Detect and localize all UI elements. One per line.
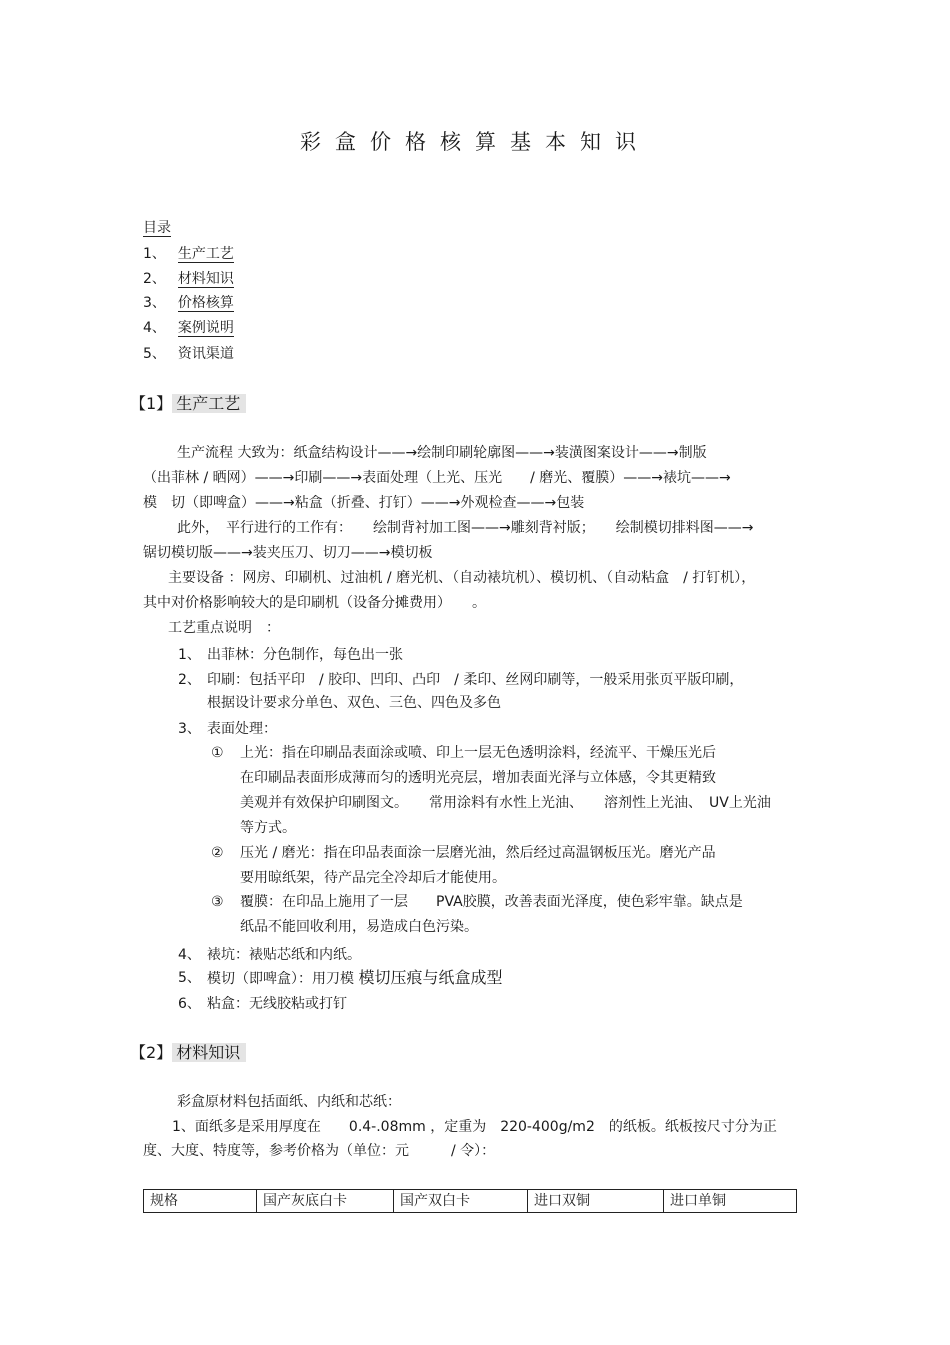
- materials-intro: 彩盒原材料包括面纸、内纸和芯纸：: [177, 1094, 401, 1110]
- toc-heading: 目录: [143, 220, 171, 236]
- price-table-header-row: [143, 1189, 797, 1213]
- point-1-text: 出菲林：分色制作，每色出一张: [207, 647, 403, 663]
- table-header-cell: 国产双白卡: [394, 1190, 528, 1212]
- subpoint-2-text-b: 要用晾纸架，待产品完全冷却后才能使用。: [240, 870, 506, 886]
- point-6-text: 粘盒：无线胶粘或打钉: [207, 996, 347, 1012]
- table-header-cell: 规格: [144, 1190, 257, 1212]
- table-header-cell: 进口双铜: [528, 1190, 664, 1212]
- toc-item-5[interactable]: 5、 资讯渠道: [143, 346, 234, 362]
- point-2-number: 2、: [178, 672, 201, 688]
- point-4-text: 裱坑：裱贴芯纸和内纸。: [207, 947, 361, 963]
- point-3-text: 表面处理：: [207, 721, 277, 737]
- point-4-number: 4、: [178, 947, 201, 963]
- section-heading-materials: 【2】 材料知识: [130, 1041, 246, 1065]
- point-5-text: 模切（即啤盒）：用刀模 模切压痕与纸盒成型: [207, 968, 503, 987]
- point-2-text-b: 根据设计要求分单色、双色、三色、四色及多色: [207, 695, 501, 711]
- process-line-1: 生产流程 大致为：纸盒结构设计——→绘制印刷轮廓图——→装潢图案设计——→制版: [177, 445, 707, 461]
- equipment-line-2: 其中对价格影响较大的是印刷机（设备分摊费用） 。: [143, 595, 486, 611]
- subpoint-2-text-a: 压光 / 磨光：指在印品表面涂一层磨光油，然后经过高温钢板压光。磨光产品: [240, 845, 716, 861]
- subpoint-1-mark: ①: [211, 745, 224, 761]
- key-points-heading: 工艺重点说明 ：: [168, 620, 280, 636]
- section-heading-production: 【1】 生产工艺: [130, 392, 246, 416]
- face-paper-line-2: 度、大度、特度等，参考价格为（单位：元 / 令）：: [143, 1143, 496, 1159]
- point-5-number: 5、: [178, 970, 201, 986]
- point-3-number: 3、: [178, 721, 201, 737]
- point-6-number: 6、: [178, 996, 201, 1012]
- point-2-text-a: 印刷：包括平印 / 胶印、凹印、凸印 / 柔印、丝网印刷等，一般采用张页平版印刷，: [207, 672, 744, 688]
- table-header-cell: 国产灰底白卡: [257, 1190, 394, 1212]
- equipment-line-1: 主要设备 ：网房、印刷机、过油机 / 磨光机、（自动裱坑机）、模切机、（自动粘盒 / 打钉机），: [168, 570, 756, 586]
- process-line-3: 模 切（即啤盒）——→粘盒（折叠、打钉）——→外观检查——→包装: [143, 495, 585, 511]
- face-paper-line-1: 1、面纸多是采用厚度在 0.4-.08mm ，定重为 220-400g/m2 的纸板。纸板按尺寸分为正: [172, 1119, 777, 1135]
- toc-item-3[interactable]: 3、 价格核算: [143, 295, 234, 311]
- subpoint-3-mark: ③: [211, 894, 224, 910]
- parallel-line-2: 锯切模切版——→装夹压刀、切刀——→模切板: [143, 545, 433, 561]
- subpoint-3-text-b: 纸品不能回收利用，易造成白色污染。: [240, 919, 478, 935]
- toc-item-1[interactable]: 1、 生产工艺: [143, 246, 234, 262]
- toc-item-2[interactable]: 2、 材料知识: [143, 271, 234, 287]
- subpoint-1-text-c: 美观并有效保护印刷图文。 常用涂料有水性上光油、 溶剂性上光油、 UV上光油: [240, 795, 771, 811]
- parallel-line-1: 此外， 平行进行的工作有： 绘制背衬加工图——→雕刻背衬版； 绘制模切排料图——→: [177, 520, 754, 536]
- table-header-cell: 进口单铜: [670, 1193, 726, 1209]
- subpoint-2-mark: ②: [211, 845, 224, 861]
- page-title: 彩盒价格核算基本知识: [300, 130, 650, 154]
- process-line-2: （出菲林 / 晒网）——→印刷——→表面处理（上光、压光 / 磨光、覆膜）——→裱坑——→: [143, 470, 731, 486]
- toc-item-4[interactable]: 4、 案例说明: [143, 320, 234, 336]
- subpoint-1-text-a: 上光：指在印刷品表面涂或喷、印上一层无色透明涂料，经流平、干燥压光后: [240, 745, 716, 761]
- subpoint-1-text-d: 等方式。: [240, 820, 296, 836]
- subpoint-3-text-a: 覆膜：在印品上施用了一层 PVA胶膜，改善表面光泽度，使色彩牢靠。缺点是: [240, 894, 743, 910]
- point-1-number: 1、: [178, 647, 201, 663]
- subpoint-1-text-b: 在印刷品表面形成薄而匀的透明光亮层，增加表面光泽与立体感，令其更精致: [240, 770, 716, 786]
